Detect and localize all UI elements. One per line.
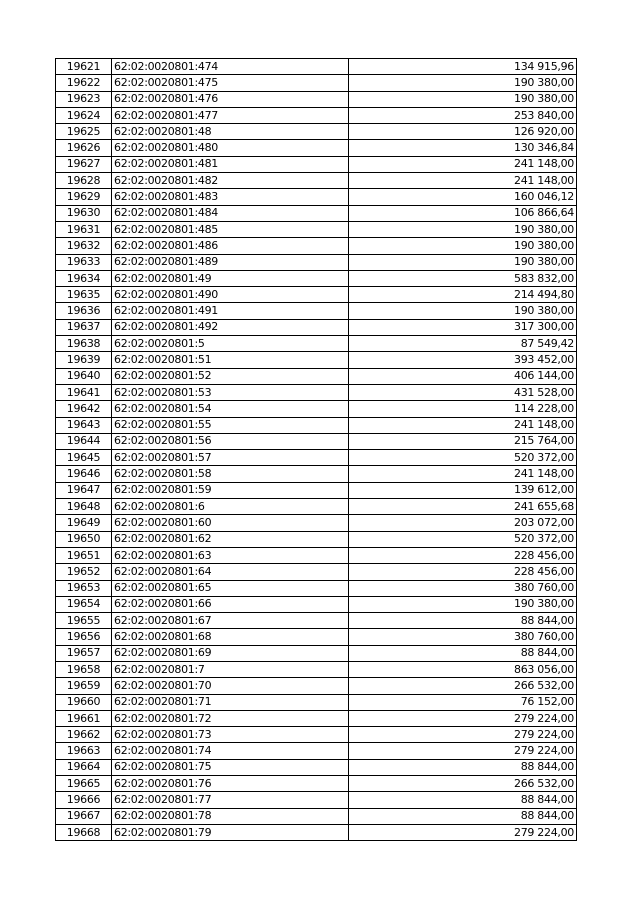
row-number-cell: 19645 [56,450,112,466]
cadastral-value-cell: 241 148,00 [349,156,577,172]
cadastral-value-cell: 139 612,00 [349,482,577,498]
row-number-cell: 19642 [56,401,112,417]
table-row [56,336,577,352]
row-number-cell: 19636 [56,303,112,319]
row-number-cell: 19647 [56,482,112,498]
cadastral-value-cell: 228 456,00 [349,547,577,563]
cadastral-number-cell: 62:02:0020801:51 [112,352,349,368]
cadastral-value-cell: 520 372,00 [349,450,577,466]
table-row [56,515,577,531]
row-number-cell: 19634 [56,270,112,286]
table-row [56,694,577,710]
row-number-cell: 19663 [56,743,112,759]
cadastral-value-cell: 88 844,00 [349,792,577,808]
cadastral-value-cell: 190 380,00 [349,91,577,107]
cadastral-number-cell: 62:02:0020801:70 [112,678,349,694]
row-number-cell: 19666 [56,792,112,808]
cadastral-value-cell: 279 224,00 [349,710,577,726]
table-row [56,384,577,400]
row-number-cell: 19628 [56,173,112,189]
cadastral-value-cell: 253 840,00 [349,107,577,123]
cadastral-number-cell: 62:02:0020801:74 [112,743,349,759]
cadastral-number-cell: 62:02:0020801:76 [112,776,349,792]
cadastral-value-cell: 279 224,00 [349,727,577,743]
table-row [56,824,577,840]
cadastral-value-cell: 190 380,00 [349,221,577,237]
cadastral-number-cell: 62:02:0020801:60 [112,515,349,531]
cadastral-number-cell: 62:02:0020801:49 [112,270,349,286]
row-number-cell: 19644 [56,433,112,449]
table-row [56,319,577,335]
table-row [56,759,577,775]
table-row [56,808,577,824]
cadastral-value-cell: 380 760,00 [349,580,577,596]
cadastral-value-cell: 215 764,00 [349,433,577,449]
table-row [56,629,577,645]
cadastral-number-cell: 62:02:0020801:77 [112,792,349,808]
row-number-cell: 19640 [56,368,112,384]
cadastral-value-cell: 203 072,00 [349,515,577,531]
cadastral-number-cell: 62:02:0020801:48 [112,124,349,140]
cadastral-number-cell: 62:02:0020801:5 [112,336,349,352]
cadastral-number-cell: 62:02:0020801:63 [112,547,349,563]
cadastral-value-cell: 190 380,00 [349,596,577,612]
table-row [56,580,577,596]
cadastral-number-cell: 62:02:0020801:65 [112,580,349,596]
cadastral-number-cell: 62:02:0020801:72 [112,710,349,726]
cadastral-value-cell: 190 380,00 [349,238,577,254]
cadastral-number-cell: 62:02:0020801:71 [112,694,349,710]
row-number-cell: 19652 [56,564,112,580]
table-row [56,75,577,91]
cadastral-number-cell: 62:02:0020801:483 [112,189,349,205]
table-row [56,254,577,270]
cadastral-number-cell: 62:02:0020801:59 [112,482,349,498]
cadastral-value-cell: 863 056,00 [349,661,577,677]
cadastral-number-cell: 62:02:0020801:68 [112,629,349,645]
cadastral-number-cell: 62:02:0020801:482 [112,173,349,189]
row-number-cell: 19633 [56,254,112,270]
table-row [56,466,577,482]
table-row [56,189,577,205]
cadastral-number-cell: 62:02:0020801:476 [112,91,349,107]
cadastral-number-cell: 62:02:0020801:492 [112,319,349,335]
cadastral-value-cell: 279 224,00 [349,824,577,840]
table-row [56,287,577,303]
row-number-cell: 19655 [56,613,112,629]
cadastral-value-cell: 214 494,80 [349,287,577,303]
cadastral-value-cell: 241 148,00 [349,466,577,482]
row-number-cell: 19654 [56,596,112,612]
row-number-cell: 19638 [56,336,112,352]
row-number-cell: 19650 [56,531,112,547]
cadastral-number-cell: 62:02:0020801:481 [112,156,349,172]
table-row [56,124,577,140]
cadastral-value-cell: 241 655,68 [349,499,577,515]
table-row [56,173,577,189]
cadastral-value-cell: 87 549,42 [349,336,577,352]
table-row [56,238,577,254]
cadastral-value-cell: 88 844,00 [349,808,577,824]
table-row [56,710,577,726]
cadastral-number-cell: 62:02:0020801:55 [112,417,349,433]
cadastral-number-cell: 62:02:0020801:53 [112,384,349,400]
row-number-cell: 19622 [56,75,112,91]
cadastral-number-cell: 62:02:0020801:78 [112,808,349,824]
table-row [56,499,577,515]
table-row [56,303,577,319]
row-number-cell: 19653 [56,580,112,596]
row-number-cell: 19626 [56,140,112,156]
cadastral-value-cell: 190 380,00 [349,303,577,319]
row-number-cell: 19661 [56,710,112,726]
row-number-cell: 19630 [56,205,112,221]
cadastral-number-cell: 62:02:0020801:485 [112,221,349,237]
row-number-cell: 19635 [56,287,112,303]
cadastral-value-cell: 380 760,00 [349,629,577,645]
cadastral-value-cell: 88 844,00 [349,645,577,661]
table-row [56,564,577,580]
table-row [56,221,577,237]
cadastral-value-table [55,58,577,841]
row-number-cell: 19646 [56,466,112,482]
cadastral-value-cell: 160 046,12 [349,189,577,205]
cadastral-value-cell: 279 224,00 [349,743,577,759]
row-number-cell: 19664 [56,759,112,775]
table-row [56,645,577,661]
table-row [56,743,577,759]
row-number-cell: 19637 [56,319,112,335]
cadastral-value-cell: 317 300,00 [349,319,577,335]
row-number-cell: 19629 [56,189,112,205]
cadastral-number-cell: 62:02:0020801:64 [112,564,349,580]
table-row [56,661,577,677]
cadastral-number-cell: 62:02:0020801:56 [112,433,349,449]
cadastral-number-cell: 62:02:0020801:6 [112,499,349,515]
cadastral-value-cell: 76 152,00 [349,694,577,710]
cadastral-number-cell: 62:02:0020801:480 [112,140,349,156]
cadastral-value-cell: 126 920,00 [349,124,577,140]
table-row [56,531,577,547]
row-number-cell: 19631 [56,221,112,237]
table-row [56,433,577,449]
cadastral-number-cell: 62:02:0020801:73 [112,727,349,743]
cadastral-value-cell: 106 866,64 [349,205,577,221]
row-number-cell: 19639 [56,352,112,368]
row-number-cell: 19643 [56,417,112,433]
row-number-cell: 19648 [56,499,112,515]
cadastral-number-cell: 62:02:0020801:57 [112,450,349,466]
row-number-cell: 19662 [56,727,112,743]
cadastral-number-cell: 62:02:0020801:75 [112,759,349,775]
cadastral-number-cell: 62:02:0020801:474 [112,59,349,75]
cadastral-number-cell: 62:02:0020801:79 [112,824,349,840]
row-number-cell: 19623 [56,91,112,107]
cadastral-number-cell: 62:02:0020801:52 [112,368,349,384]
cadastral-value-cell: 431 528,00 [349,384,577,400]
table-row [56,547,577,563]
cadastral-number-cell: 62:02:0020801:486 [112,238,349,254]
cadastral-value-cell: 130 346,84 [349,140,577,156]
table-row [56,270,577,286]
row-number-cell: 19627 [56,156,112,172]
cadastral-number-cell: 62:02:0020801:67 [112,613,349,629]
cadastral-value-cell: 228 456,00 [349,564,577,580]
cadastral-value-cell: 583 832,00 [349,270,577,286]
row-number-cell: 19624 [56,107,112,123]
row-number-cell: 19621 [56,59,112,75]
cadastral-number-cell: 62:02:0020801:491 [112,303,349,319]
row-number-cell: 19668 [56,824,112,840]
table-row [56,59,577,75]
cadastral-number-cell: 62:02:0020801:484 [112,205,349,221]
cadastral-number-cell: 62:02:0020801:477 [112,107,349,123]
table-row [56,482,577,498]
row-number-cell: 19665 [56,776,112,792]
cadastral-number-cell: 62:02:0020801:54 [112,401,349,417]
row-number-cell: 19659 [56,678,112,694]
row-number-cell: 19658 [56,661,112,677]
cadastral-value-cell: 88 844,00 [349,759,577,775]
table-body [56,59,577,841]
cadastral-value-cell: 241 148,00 [349,173,577,189]
table-row [56,368,577,384]
table-row [56,613,577,629]
table-row [56,776,577,792]
row-number-cell: 19651 [56,547,112,563]
table-row [56,678,577,694]
table-row [56,727,577,743]
table-row [56,450,577,466]
table-row [56,352,577,368]
cadastral-number-cell: 62:02:0020801:489 [112,254,349,270]
cadastral-value-cell: 88 844,00 [349,613,577,629]
table-row [56,156,577,172]
cadastral-number-cell: 62:02:0020801:475 [112,75,349,91]
cadastral-value-cell: 266 532,00 [349,678,577,694]
row-number-cell: 19649 [56,515,112,531]
table-row [56,417,577,433]
cadastral-value-cell: 190 380,00 [349,254,577,270]
cadastral-value-cell: 406 144,00 [349,368,577,384]
cadastral-value-cell: 520 372,00 [349,531,577,547]
table-row [56,140,577,156]
table-row [56,401,577,417]
row-number-cell: 19632 [56,238,112,254]
cadastral-number-cell: 62:02:0020801:62 [112,531,349,547]
cadastral-value-cell: 266 532,00 [349,776,577,792]
cadastral-value-cell: 114 228,00 [349,401,577,417]
cadastral-value-cell: 393 452,00 [349,352,577,368]
row-number-cell: 19657 [56,645,112,661]
row-number-cell: 19660 [56,694,112,710]
table-row [56,107,577,123]
cadastral-value-cell: 190 380,00 [349,75,577,91]
cadastral-value-cell: 241 148,00 [349,417,577,433]
cadastral-number-cell: 62:02:0020801:7 [112,661,349,677]
row-number-cell: 19641 [56,384,112,400]
cadastral-value-cell: 134 915,96 [349,59,577,75]
cadastral-number-cell: 62:02:0020801:66 [112,596,349,612]
cadastral-number-cell: 62:02:0020801:69 [112,645,349,661]
table-row [56,205,577,221]
cadastral-number-cell: 62:02:0020801:58 [112,466,349,482]
row-number-cell: 19625 [56,124,112,140]
cadastral-number-cell: 62:02:0020801:490 [112,287,349,303]
row-number-cell: 19667 [56,808,112,824]
table-row [56,596,577,612]
table-row [56,792,577,808]
row-number-cell: 19656 [56,629,112,645]
table-row [56,91,577,107]
